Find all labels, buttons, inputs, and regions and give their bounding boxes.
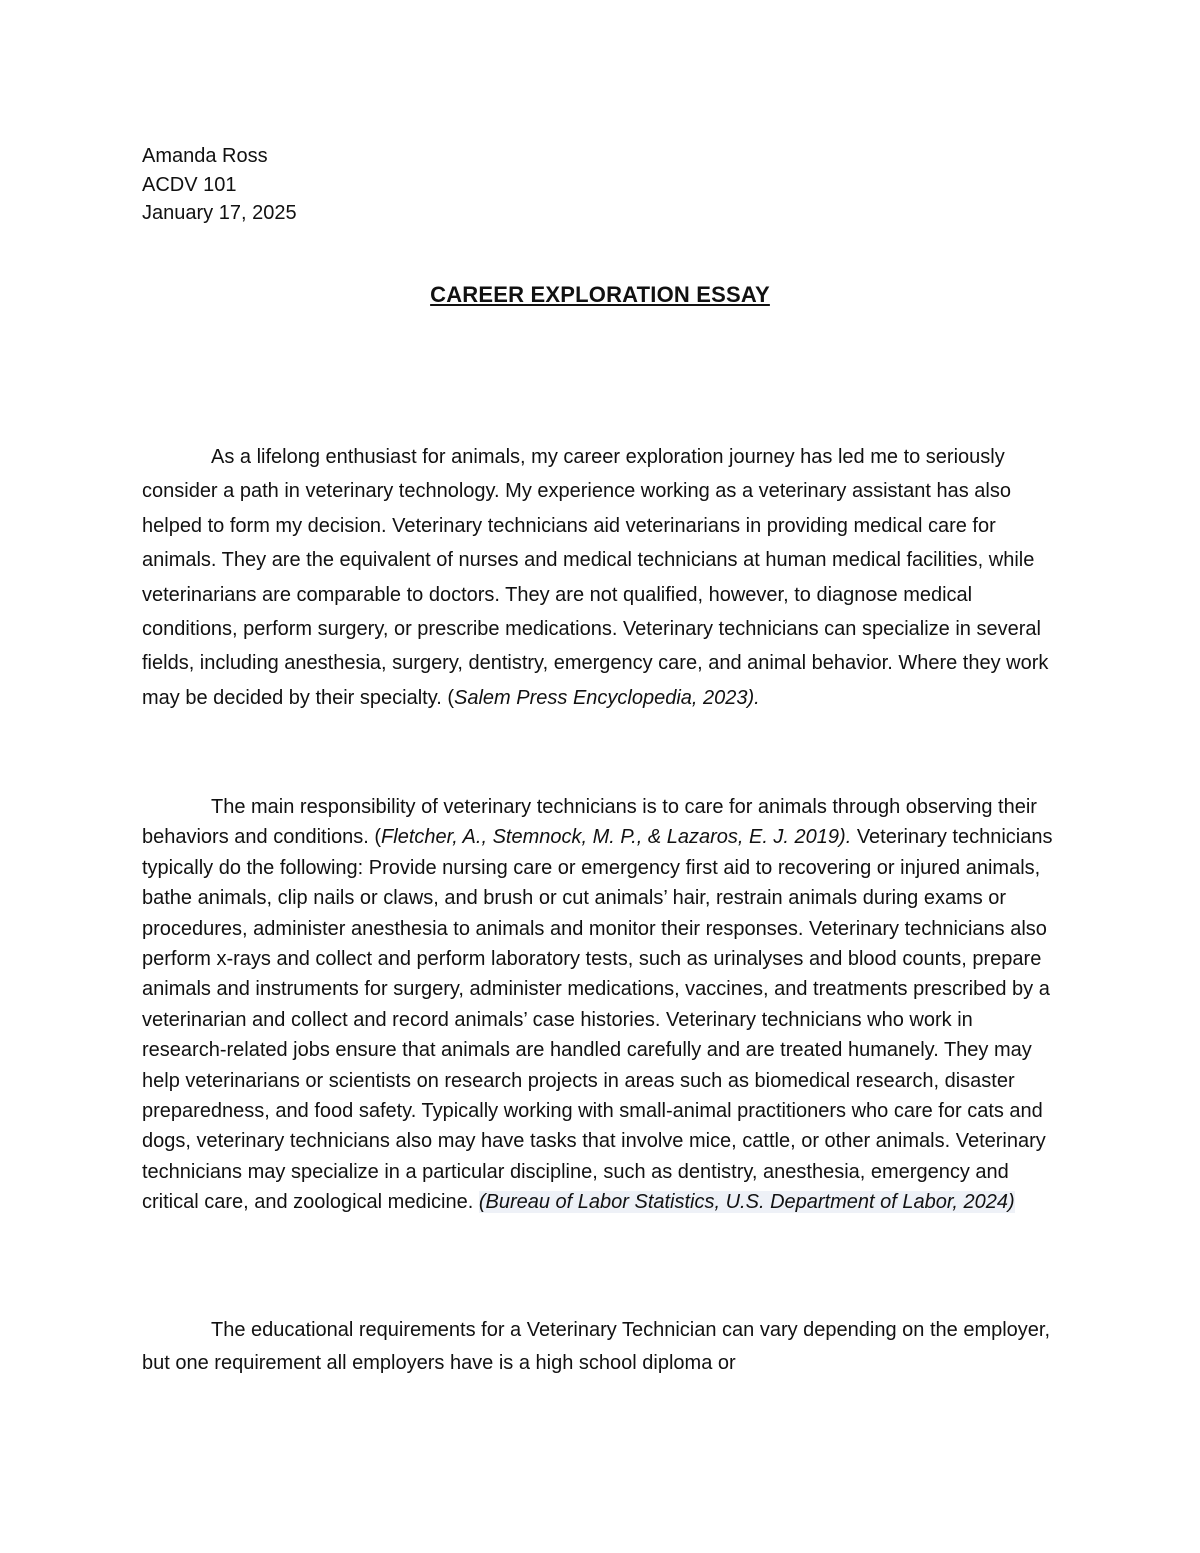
paragraph-2-citation-b: (Bureau of Labor Statistics, U.S. Department of Labor, 2024) (478, 1191, 1015, 1214)
paragraph-3 (142, 1314, 1060, 1380)
document-header (142, 142, 297, 228)
paragraph-2-text-b: Veterinary technicians typically do the following: Provide nursing care or emergency first aid to recovering or injured animals, bathe animals, clip nails or claws, and brush or cut animals’ hair, restrain animals during exams or procedures, administer anesthesia to animals and monitor their responses. Veterinary technicians also perform x-rays and collect and perform laboratory tests, such as urinalyses and blood counts, prepare animals and instruments for surgery, administer medications, vaccines, and treatments prescribed by a veterinarian and collect and record animals’ case histories. Veterinary technicians who work in research-related jobs ensure that animals are handled carefully and are treated humanely. They may help veterinarians or scientists on research projects in areas such as biomedical research, disaster preparedness, and food safety. Typically working with small-animal practitioners who care for cats and dogs, veterinary technicians also may have tasks that involve mice, cattle, or other animals. Veterinary technicians may specialize in a particular discipline, such as dentistry, anesthesia, emergency and critical care, and zoological medicine. (142, 826, 1053, 1214)
paragraph-1 (142, 440, 1060, 715)
paragraph-3-text: The educational requirements for a Veterinary Technician can vary depending on the employer, but one requirement all employers have is a high school diploma or (142, 1319, 1051, 1374)
paragraph-2-text-a: The main responsibility of veterinary technicians is to care for animals through observing their behaviors and conditions. ( (142, 796, 1037, 849)
paragraph-2 (142, 792, 1060, 1218)
author-name: Amanda Ross (142, 145, 268, 167)
document-date: January 17, 2025 (142, 202, 297, 224)
paragraph-2-citation-a: Fletcher, A., Stemnock, M. P., & Lazaros, E. J. 2019). (381, 826, 852, 849)
paragraph-1-citation: Salem Press Encyclopedia, 2023). (454, 686, 760, 709)
paragraph-1-text: As a lifelong enthusiast for animals, my career exploration journey has led me to seriously consider a path in veterinary technology. My experience working as a veterinary assistant has also helped to form my decision. Veterinary technicians aid veterinarians in providing medical care for animals. They are the equivalent of nurses and medical technicians at human medical facilities, while veterinarians are comparable to doctors. They are not qualified, however, to diagnose medical conditions, perform surgery, or prescribe medications. Veterinary technicians can specialize in several fields, including anesthesia, surgery, dentistry, emergency care, and animal behavior. Where they work may be decided by their specialty. ( (142, 446, 1049, 709)
course-code: ACDV 101 (142, 173, 237, 196)
essay-title: CAREER EXPLORATION ESSAY (430, 282, 770, 307)
